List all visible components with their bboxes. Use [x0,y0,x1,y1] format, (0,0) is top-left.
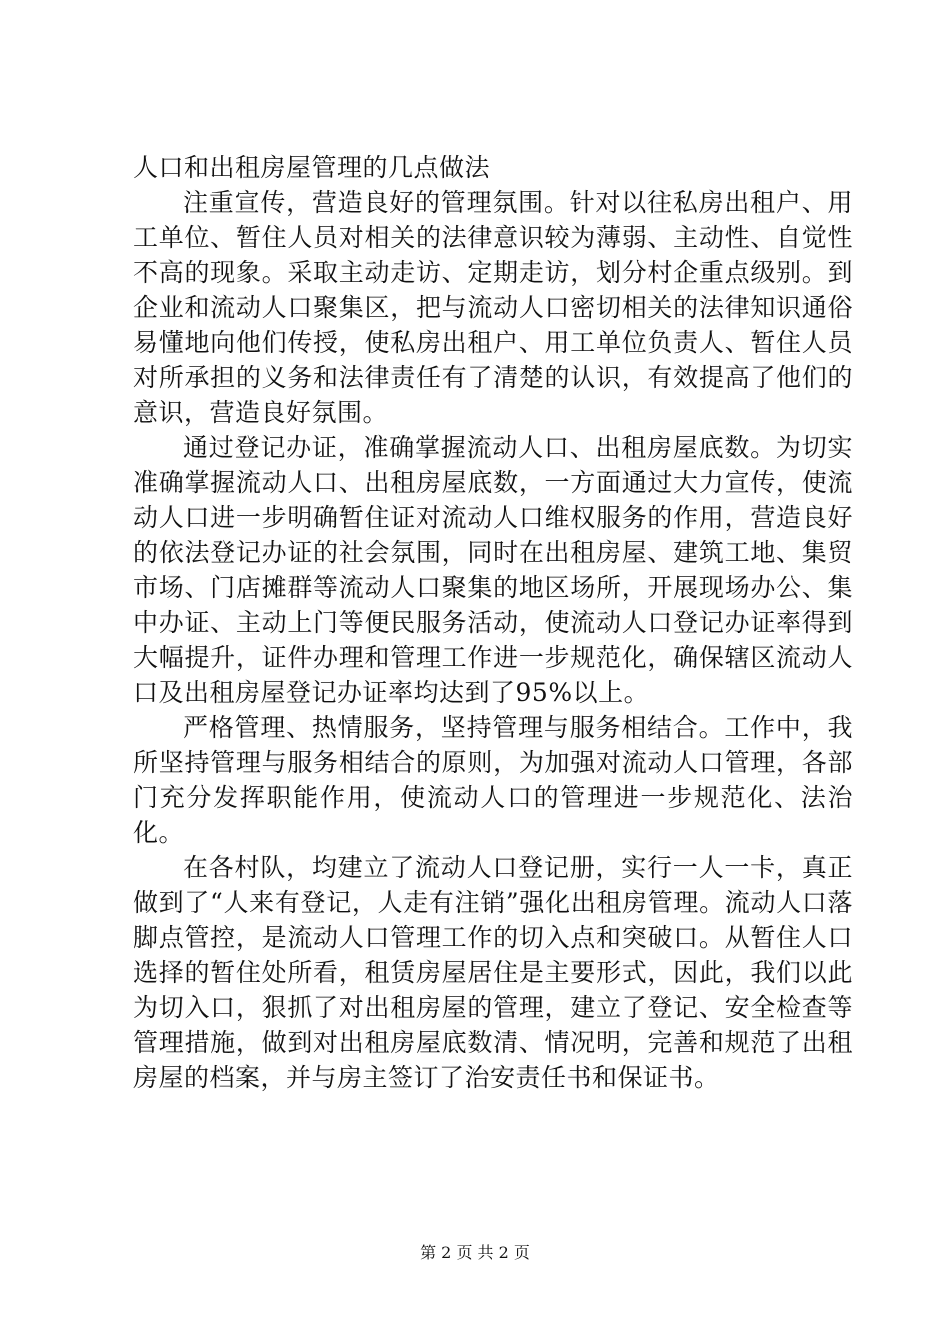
page-number-footer: 第 2 页 共 2 页 [420,1243,530,1262]
paragraph-registration: 通过登记办证，准确掌握流动人口、出租房屋底数。为切实准确掌握流动人口、出租房屋底数，一方面通过大力宣传，使流动人口进一步明确暂住证对流动人口维权服务的作用，营造良好的依法登记办证的社会氛围，同时在出租房屋、建筑工地、集贸市场、门店摊群等流动人口聚集的地区场所，开展现场办公、集中办证、主动上门等便民服务活动，使流动人口登记办证率得到大幅提升，证件办理和管理工作进一步规范化，确保辖区流动人口及出租房屋登记办证率均达到了95%以上。 [133,433,853,707]
document-body [133,150,853,1095]
paragraph-village-registry: 在各村队，均建立了流动人口登记册，实行一人一卡，真正做到了“人来有登记，人走有注销”强化出租房管理。流动人口落脚点管控，是流动人口管理工作的切入点和突破口。从暂住人口选择的暂住处所看，租赁房屋居住是主要形式，因此，我们以此为切入口，狠抓了对出租房屋的管理，建立了登记、安全检查等管理措施，做到对出租房屋底数清、情况明，完善和规范了出租房屋的档案，并与房主签订了治安责任书和保证书。 [133,853,853,1092]
document-title: 人口和出租房屋管理的几点做法 [133,153,491,182]
paragraph-publicity: 注重宣传，营造良好的管理氛围。针对以往私房出租户、用工单位、暂住人员对相关的法律意识较为薄弱、主动性、自觉性不高的现象。采取主动走访、定期走访，划分村企重点级别。到企业和流动人口聚集区，把与流动人口密切相关的法律知识通俗易懂地向他们传授，使私房出租户、用工单位负责人、暂住人员对所承担的义务和法律责任有了清楚的认识，有效提高了他们的意识，营造良好氛围。 [133,188,853,427]
paragraph-management-service: 严格管理、热情服务，坚持管理与服务相结合。工作中，我所坚持管理与服务相结合的原则，为加强对流动人口管理，各部门充分发挥职能作用，使流动人口的管理进一步规范化、法治化。 [133,713,853,847]
